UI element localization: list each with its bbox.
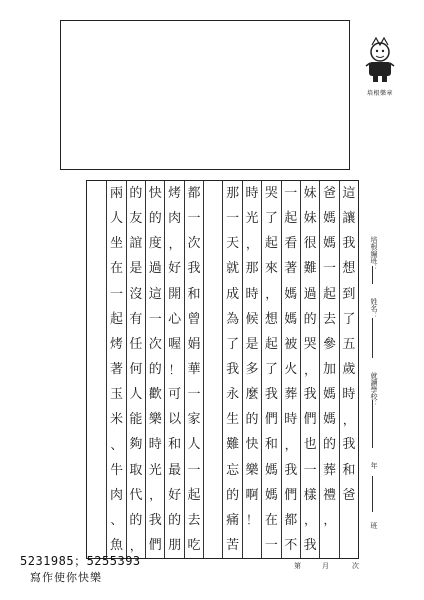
grid-cell: 我 — [264, 387, 278, 403]
grid-cell: 、 — [110, 513, 123, 528]
grid-cell: 參 — [322, 336, 336, 352]
grid-cell: 時 — [284, 412, 298, 428]
grid-cell — [204, 206, 222, 231]
grid-cell: ， — [284, 437, 297, 452]
grid-cell: 妹 — [303, 186, 317, 202]
grid-cell: 我 — [303, 387, 317, 403]
grid-cell: 起 — [264, 236, 278, 252]
grid-cell: 度 — [148, 236, 162, 252]
grid-cell: 何 — [129, 362, 143, 378]
grid-column — [319, 181, 338, 558]
grid-cell — [87, 407, 106, 432]
grid-cell: 們 — [264, 412, 278, 428]
grid-cell: 媽 — [264, 462, 278, 478]
month-label: 月 — [322, 562, 329, 570]
grid-column — [164, 181, 183, 558]
grid-column — [261, 181, 280, 558]
grid-cell: 了 — [264, 362, 278, 378]
grid-cell: 這 — [148, 286, 162, 302]
grid-cell — [340, 533, 358, 558]
grid-cell: 們 — [303, 412, 317, 428]
comment-box — [60, 20, 350, 170]
grid-cell: 葬 — [284, 387, 298, 403]
grid-cell: 的 — [245, 412, 259, 428]
grid-cell — [204, 483, 222, 508]
grid-cell: ， — [168, 236, 181, 251]
school-line — [372, 400, 373, 448]
grid-cell: 那 — [226, 186, 240, 202]
grid-cell — [87, 206, 106, 231]
grid-cell — [204, 256, 222, 281]
grid-cell: 媽 — [264, 487, 278, 503]
grid-cell: 永 — [226, 387, 240, 403]
grid-cell: 禮 — [322, 487, 336, 503]
grid-cell: 朋 — [168, 538, 182, 554]
grid-cell: 是 — [129, 261, 143, 277]
grid-cell: 一 — [187, 211, 201, 227]
grid-cell: 了 — [226, 336, 240, 352]
grid-cell: 的 — [168, 512, 182, 528]
grid-cell: ， — [342, 412, 355, 427]
grid-cell: 人 — [129, 387, 143, 403]
grid-cell: ， — [265, 287, 278, 302]
grid-cell: 很 — [303, 236, 317, 252]
grid-cell: 了 — [342, 311, 356, 327]
grid-cell: 看 — [284, 236, 298, 252]
grid-cell: 一 — [148, 311, 162, 327]
grid-cell: 樂 — [148, 412, 162, 428]
grid-cell: ！ — [246, 513, 259, 528]
grid-cell: 一 — [187, 387, 201, 403]
grid-cell: 著 — [110, 362, 124, 378]
grid-cell: 的 — [226, 487, 240, 503]
grid-cell: 起 — [264, 336, 278, 352]
grid-cell: 難 — [303, 261, 317, 277]
grid-column — [106, 181, 125, 558]
grid-cell — [87, 483, 106, 508]
grid-cell: 著 — [284, 261, 298, 277]
grid-cell: 時 — [245, 286, 259, 302]
grid-cell: 吃 — [187, 538, 201, 554]
grid-cell: 和 — [187, 286, 201, 302]
grid-cell — [87, 231, 106, 256]
grid-cell: 過 — [303, 286, 317, 302]
grid-cell — [204, 458, 222, 483]
grid-cell: ， — [149, 488, 162, 503]
grid-column — [242, 181, 261, 558]
grid-cell: 沒 — [129, 286, 143, 302]
grid-cell — [204, 357, 222, 382]
grid-cell: 哭 — [303, 336, 317, 352]
grid-cell: 和 — [342, 462, 356, 478]
grid-cell: 烤 — [168, 186, 182, 202]
grid-cell: 開 — [168, 286, 182, 302]
grid-cell: 玉 — [110, 387, 124, 403]
label-name: 姓名： — [370, 298, 378, 319]
grid-cell: 多 — [245, 362, 259, 378]
grid-cell: 以 — [168, 412, 182, 428]
grid-cell: ， — [246, 236, 259, 251]
grid-cell — [87, 282, 106, 307]
grid-cell: 我 — [226, 362, 240, 378]
grid-cell: 喔 — [168, 336, 182, 352]
grid-cell: 最 — [168, 462, 182, 478]
grid-column — [184, 181, 203, 558]
grid-cell: 米 — [110, 412, 124, 428]
grid-cell — [87, 307, 106, 332]
grid-cell: 夠 — [129, 437, 143, 453]
grid-cell: 快 — [245, 437, 259, 453]
mascot-logo — [360, 36, 400, 84]
grid-cell: 樣 — [303, 487, 317, 503]
grid-cell — [87, 382, 106, 407]
grid-column — [87, 181, 106, 558]
grid-cell: 那 — [245, 261, 259, 277]
grid-cell: 任 — [129, 336, 143, 352]
brand-label: 培根樂章 — [366, 90, 393, 97]
grid-column — [281, 181, 300, 558]
grid-cell: 啊 — [245, 487, 259, 503]
grid-cell: 人 — [187, 437, 201, 453]
grid-cell: 肉 — [110, 487, 124, 503]
grid-cell: 的 — [322, 437, 336, 453]
grid-cell: 媽 — [322, 236, 336, 252]
grid-cell: 烤 — [110, 336, 124, 352]
grid-cell: 能 — [129, 412, 143, 428]
grid-cell: 在 — [110, 261, 124, 277]
grid-cell: 的 — [303, 311, 317, 327]
grid-cell: 想 — [264, 311, 278, 327]
grid-cell: 五 — [342, 336, 356, 352]
grid-cell: 起 — [187, 487, 201, 503]
grid-cell: 去 — [322, 311, 336, 327]
grid-cell: 過 — [148, 261, 162, 277]
grid-cell: 成 — [226, 286, 240, 302]
grid-cell: 爸 — [322, 186, 336, 202]
grid-cell: 的 — [129, 512, 143, 528]
grid-cell: 想 — [342, 261, 356, 277]
grid-cell — [204, 533, 222, 558]
grid-cell: 一 — [284, 186, 298, 202]
grid-cell: 、 — [110, 437, 123, 452]
grid-cell: 家 — [187, 412, 201, 428]
grid-cell: 媽 — [322, 211, 336, 227]
grid-cell: 和 — [264, 437, 278, 453]
grid-cell: 心 — [168, 311, 182, 327]
grid-cell: 被 — [284, 336, 298, 352]
grid-cell: 我 — [342, 437, 356, 453]
grid-cell: 好 — [168, 487, 182, 503]
grid-cell: 魚 — [110, 538, 124, 554]
grid-cell: 肉 — [168, 211, 182, 227]
grid-cell: 麼 — [245, 387, 259, 403]
grid-cell — [340, 508, 358, 533]
writing-grid — [86, 180, 359, 559]
grid-cell: 在 — [264, 512, 278, 528]
grid-cell: 華 — [187, 362, 201, 378]
grid-cell: 火 — [284, 362, 298, 378]
grid-cell — [204, 407, 222, 432]
grid-cell: ！ — [168, 362, 181, 377]
grid-column — [300, 181, 319, 558]
grid-cell: 不 — [284, 538, 298, 554]
grid-cell — [87, 332, 106, 357]
grid-column — [126, 181, 145, 558]
grid-cell — [87, 508, 106, 533]
grid-cell: 友 — [129, 211, 143, 227]
grid-cell: 一 — [110, 286, 124, 302]
grid-cell: 一 — [322, 261, 336, 277]
grid-cell: 一 — [303, 462, 317, 478]
day-label: 次 — [352, 562, 359, 570]
label-grade: 年 — [370, 462, 378, 469]
grid-cell: 都 — [187, 186, 201, 202]
grid-cell: 去 — [187, 512, 201, 528]
grid-cell — [87, 458, 106, 483]
grid-cell: 妹 — [303, 211, 317, 227]
grid-cell: 葬 — [322, 462, 336, 478]
grid-cell: 一 — [226, 211, 240, 227]
grid-cell: 牛 — [110, 462, 124, 478]
grid-cell: ， — [304, 362, 317, 377]
grid-cell: 時 — [245, 186, 259, 202]
grid-cell: 和 — [168, 437, 182, 453]
grid-cell: 的 — [129, 186, 143, 202]
grid-cell: 就 — [226, 261, 240, 277]
grid-cell: 生 — [226, 412, 240, 428]
grid-cell: 起 — [322, 286, 336, 302]
grid-cell: 可 — [168, 387, 182, 403]
label-school: 就讀學校： — [370, 372, 378, 407]
grid-cell: ， — [304, 513, 317, 528]
grid-cell — [320, 533, 338, 558]
grid-cell: 娟 — [187, 336, 201, 352]
grid-cell: 有 — [129, 311, 143, 327]
grid-cell: 時 — [342, 387, 356, 403]
grid-cell: 們 — [148, 538, 162, 554]
grid-cell: 起 — [284, 211, 298, 227]
slogan: 寫作使你快樂 — [30, 571, 102, 584]
grid-column — [203, 181, 222, 558]
grid-cell: 時 — [148, 437, 162, 453]
grid-cell: 哭 — [264, 186, 278, 202]
grid-cell: 光 — [245, 211, 259, 227]
grid-cell — [87, 432, 106, 457]
grid-cell: 光 — [148, 462, 162, 478]
grid-cell: 候 — [245, 311, 259, 327]
grid-cell: 痛 — [226, 512, 240, 528]
grid-cell: 次 — [148, 336, 162, 352]
label-class: 班 — [370, 522, 378, 529]
grade-line — [372, 476, 373, 512]
grid-cell: ， — [323, 513, 336, 528]
grid-cell: 代 — [129, 487, 143, 503]
grid-cell: 歲 — [342, 362, 356, 378]
grid-cell: 是 — [245, 336, 259, 352]
grid-cell — [204, 282, 222, 307]
grid-cell: 快 — [148, 186, 162, 202]
grid-cell: 讓 — [342, 211, 356, 227]
grid-cell — [87, 181, 106, 206]
grid-cell: 兩 — [110, 186, 124, 202]
grid-cell: 媽 — [284, 286, 298, 302]
grid-cell: 我 — [148, 512, 162, 528]
grid-cell: 我 — [284, 462, 298, 478]
grid-cell: 天 — [226, 236, 240, 252]
editor-line — [372, 266, 373, 284]
grid-cell: 我 — [187, 261, 201, 277]
grid-column — [145, 181, 164, 558]
grid-cell — [204, 332, 222, 357]
grid-cell: 忘 — [226, 462, 240, 478]
grid-cell: 難 — [226, 437, 240, 453]
grid-cell — [87, 357, 106, 382]
grid-cell — [204, 508, 222, 533]
grid-cell: 媽 — [284, 311, 298, 327]
grid-cell: 來 — [264, 261, 278, 277]
grid-cell — [204, 432, 222, 457]
grid-cell: 的 — [148, 211, 162, 227]
grid-cell: 人 — [110, 211, 124, 227]
grid-cell: 誼 — [129, 236, 143, 252]
grid-cell: ， — [129, 538, 142, 553]
grid-cell: 好 — [168, 261, 182, 277]
grid-cell: 歡 — [148, 387, 162, 403]
name-line — [372, 318, 373, 358]
grid-cell: 了 — [264, 211, 278, 227]
grid-cell: 都 — [284, 512, 298, 528]
grid-cell: 取 — [129, 462, 143, 478]
grid-cell: 一 — [187, 462, 201, 478]
grid-cell: 一 — [264, 538, 278, 554]
grid-cell: 起 — [110, 311, 124, 327]
grid-cell: 樂 — [245, 462, 259, 478]
grid-cell: 媽 — [322, 387, 336, 403]
grid-cell: 媽 — [322, 412, 336, 428]
grid-cell: 苦 — [226, 538, 240, 554]
grid-cell: 到 — [342, 286, 356, 302]
grid-cell: 爸 — [342, 487, 356, 503]
grid-cell — [204, 307, 222, 332]
grid-column — [222, 181, 241, 558]
grid-cell — [204, 382, 222, 407]
grid-cell — [204, 181, 222, 206]
grid-cell — [204, 231, 222, 256]
grid-cell: 坐 — [110, 236, 124, 252]
grid-cell: 次 — [187, 236, 201, 252]
grid-cell — [243, 533, 261, 558]
label-editor: 培根編班： — [370, 236, 378, 271]
grid-cell: 我 — [342, 236, 356, 252]
grid-cell: 我 — [303, 538, 317, 554]
grid-cell: 的 — [148, 362, 162, 378]
essay-code: 5231985；5255393 — [20, 554, 141, 568]
grid-cell: 們 — [284, 487, 298, 503]
grid-cell: 也 — [303, 437, 317, 453]
grid-cell: 這 — [342, 186, 356, 202]
grid-column — [339, 181, 358, 558]
grid-cell — [87, 256, 106, 281]
grid-cell: 加 — [322, 362, 336, 378]
grid-cell: 曾 — [187, 311, 201, 327]
grid-cell: 為 — [226, 311, 240, 327]
page-label: 第 — [294, 562, 301, 570]
